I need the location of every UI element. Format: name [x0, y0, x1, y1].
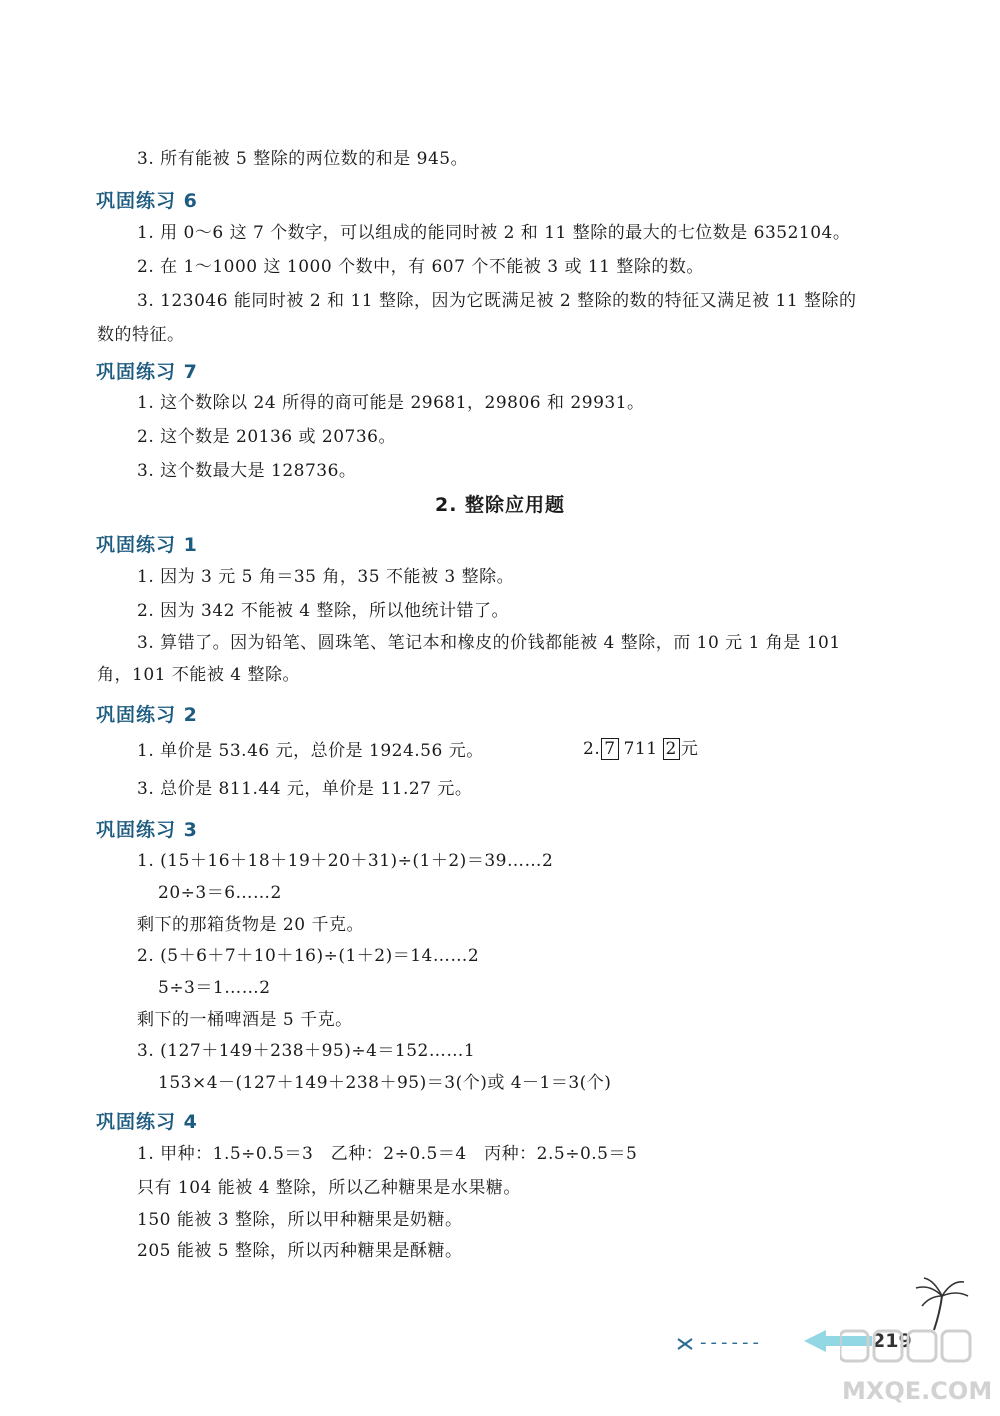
boxed-answer-line — [583, 738, 698, 760]
answer-line: 3. 总价是 811.44 元，单价是 11.27 元。 — [137, 779, 473, 799]
item-number: 2. — [583, 739, 601, 759]
boxed-digit: 2 — [663, 738, 680, 760]
equation-line: 2. (5＋6＋7＋10＋16)÷(1＋2)＝14……2 — [137, 946, 480, 966]
equation-line: 1. 甲种：1.5÷0.5＝3 乙种：2÷0.5＝4 丙种：2.5÷0.5＝5 — [137, 1144, 638, 1164]
section-title: 2. 整除应用题 — [434, 494, 566, 516]
practice-heading: 巩固练习 1 — [96, 534, 198, 556]
watermark-logo — [840, 1325, 990, 1409]
middle-digits: 711 — [623, 739, 658, 759]
scissors-icon — [676, 1336, 694, 1355]
equation-line: 1. (15＋16＋18＋19＋20＋31)÷(1＋2)＝39……2 — [137, 851, 554, 871]
answer-line: 3. 这个数最大是 128736。 — [137, 461, 357, 481]
unit-label: 元 — [680, 739, 699, 759]
answer-line: 2. 这个数是 20136 或 20736。 — [137, 427, 396, 447]
answer-line: 1. 单价是 53.46 元，总价是 1924.56 元。 — [137, 741, 484, 761]
answer-line: 1. 用 0～6 这 7 个数字，可以组成的能同时被 2 和 11 整除的最大的七位数是 6352104。 — [137, 223, 851, 243]
boxed-digit: 7 — [601, 738, 618, 760]
answer-line: 1. 这个数除以 24 所得的商可能是 29681，29806 和 29931。 — [137, 393, 645, 413]
answer-line: 剩下的那箱货物是 20 千克。 — [137, 915, 364, 935]
watermark-text: MXQE.COM — [842, 1377, 990, 1405]
answer-line: 150 能被 3 整除，所以甲种糖果是奶糖。 — [137, 1210, 463, 1230]
answer-line: 3. 所有能被 5 整除的两位数的和是 945。 — [137, 149, 469, 169]
page-number: 219 — [872, 1330, 912, 1352]
answer-line: 1. 因为 3 元 5 角＝35 角，35 不能被 3 整除。 — [137, 567, 515, 587]
practice-heading: 巩固练习 4 — [96, 1111, 198, 1133]
answer-line: 剩下的一桶啤酒是 5 千克。 — [137, 1010, 353, 1030]
answer-line: 数的特征。 — [97, 325, 185, 345]
answer-line: 2. 在 1～1000 这 1000 个数中，有 607 个不能被 3 或 11 整除的数。 — [137, 257, 704, 277]
practice-heading: 巩固练习 3 — [96, 819, 198, 841]
answer-line: 只有 104 能被 4 整除，所以乙种糖果是水果糖。 — [137, 1178, 521, 1198]
equation-line: 20÷3＝6……2 — [158, 883, 282, 903]
equation-line: 3. (127＋149＋238＋95)÷4＝152……1 — [137, 1041, 476, 1061]
answer-line: 3. 算错了。因为铅笔、圆珠笔、笔记本和橡皮的价钱都能被 4 整除，而 10 元 1 角是 101 — [137, 633, 841, 653]
answer-line: 205 能被 5 整除，所以丙种糖果是酥糖。 — [137, 1241, 463, 1261]
practice-heading: 巩固练习 2 — [96, 704, 198, 726]
equation-line: 153×4－(127＋149＋238＋95)＝3(个)或 4－1＝3(个) — [158, 1073, 612, 1093]
equation-line: 5÷3＝1……2 — [158, 978, 271, 998]
cut-line-dashes: ------ — [700, 1332, 763, 1353]
answer-line: 3. 123046 能同时被 2 和 11 整除，因为它既满足被 2 整除的数的特征又满足被 11 整除的 — [137, 291, 857, 311]
answer-line: 2. 因为 342 不能被 4 整除，所以他统计错了。 — [137, 601, 510, 621]
practice-heading: 巩固练习 7 — [96, 361, 198, 383]
answer-line: 角，101 不能被 4 整除。 — [97, 665, 300, 685]
practice-heading: 巩固练习 6 — [96, 190, 198, 212]
